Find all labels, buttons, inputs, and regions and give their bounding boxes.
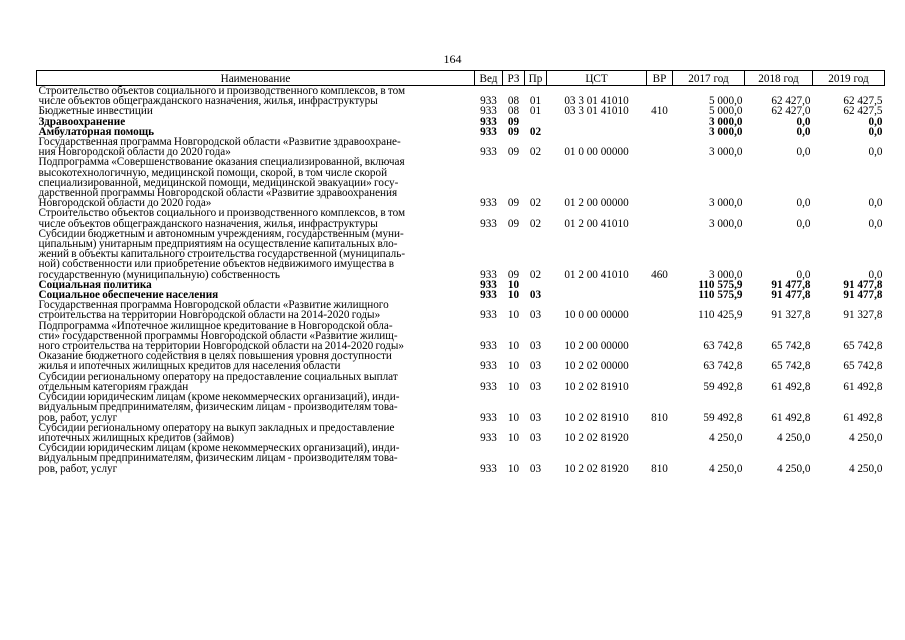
row-rz: 09 <box>507 217 520 230</box>
row-name <box>37 372 475 392</box>
row-name-line: Субсидии региональному оператору на предоставление социальных выплат <box>38 370 398 383</box>
row-name-line: числе объектов общегражданского назначения, жилья, инфраструктуры <box>38 217 378 230</box>
table-row <box>37 392 885 423</box>
row-2017: 5 000,0 <box>708 105 743 118</box>
row-name-line: Здравоохранение <box>38 115 126 128</box>
row-name <box>37 86 475 107</box>
table-row <box>37 423 885 443</box>
row-vr <box>647 86 673 107</box>
row-name-line: ров, работ, услуг <box>38 411 118 424</box>
header-cst: ЦСТ <box>547 71 647 86</box>
row-2018: 91 477,8 <box>771 278 811 291</box>
row-2017: 3 000,0 <box>708 115 743 128</box>
row-2019: 0,0 <box>868 268 883 281</box>
row-2017: 59 492,8 <box>703 380 743 393</box>
header-rz: РЗ <box>503 71 525 86</box>
row-vr <box>647 117 673 127</box>
row-name-line: ров, работ, услуг <box>38 462 118 475</box>
row-name-line: жилья и ипотечных жилищных кредитов для населения области <box>38 360 341 373</box>
header-2017: 2017 год <box>673 71 745 86</box>
row-ved: 933 <box>480 95 497 108</box>
row-2017: 5 000,0 <box>708 95 743 108</box>
row-cst <box>547 290 647 300</box>
row-2019: 91 477,8 <box>843 278 883 291</box>
row-pr: 02 <box>529 268 542 281</box>
row-2018: 0,0 <box>796 146 811 159</box>
row-2018: 61 492,8 <box>771 411 811 424</box>
row-2019: 61 492,8 <box>843 380 883 393</box>
row-2017: 3 000,0 <box>708 268 743 281</box>
row-ved: 933 <box>480 197 497 210</box>
row-rz: 10 <box>507 360 520 373</box>
row-2017: 110 425,9 <box>698 309 743 322</box>
row-2018: 91 327,8 <box>771 309 811 322</box>
row-2017: 3 000,0 <box>708 197 743 210</box>
row-vr <box>647 208 673 228</box>
row-rz: 10 <box>507 411 520 424</box>
row-pr: 02 <box>529 146 542 159</box>
row-pr: 03 <box>529 431 542 444</box>
row-name-line: Социальная политика <box>38 278 152 291</box>
row-pr: 02 <box>529 125 542 138</box>
row-pr: 02 <box>529 197 542 210</box>
row-2019: 91 477,8 <box>843 289 883 302</box>
row-name-line: Субсидии юридическим лицам (кроме некоммерческих организаций), инди- <box>38 391 400 404</box>
table-row <box>37 137 885 157</box>
row-ved: 933 <box>480 268 497 281</box>
row-name-line: Оказание бюджетного содействия в целях повышения уровня доступности <box>38 350 392 363</box>
row-name <box>37 229 475 280</box>
row-name-line: видуальным предпринимателям, физическим лицам - производителям това- <box>38 401 398 414</box>
row-2018: 0,0 <box>796 115 811 128</box>
row-rz: 09 <box>507 115 520 128</box>
row-vr <box>647 351 673 371</box>
row-2019: 65 742,8 <box>843 360 883 373</box>
table-row <box>37 372 885 392</box>
table-row <box>37 117 885 127</box>
row-vr <box>647 280 673 290</box>
row-rz: 09 <box>507 268 520 281</box>
row-2017: 3 000,0 <box>708 146 743 159</box>
row-name-line: специализированной, медицинской помощи, медицинской эвакуации» госу- <box>38 176 399 189</box>
row-2018: 0,0 <box>796 197 811 210</box>
row-cst: 01 0 00 00000 <box>564 146 629 159</box>
row-2018: 4 250,0 <box>776 462 811 475</box>
row-name-line: Подпрограмма «Совершенствование оказания специализированной, включая <box>38 156 405 169</box>
row-2017: 110 575,9 <box>698 289 743 302</box>
row-rz: 08 <box>507 105 520 118</box>
row-cst: 03 3 01 41010 <box>564 95 629 108</box>
row-2019: 0,0 <box>868 146 883 159</box>
row-rz: 10 <box>507 289 520 302</box>
row-name <box>37 208 475 228</box>
row-pr: 03 <box>529 411 542 424</box>
row-ved: 933 <box>480 380 497 393</box>
row-2019: 0,0 <box>868 197 883 210</box>
row-cst: 03 3 01 41010 <box>564 105 629 118</box>
row-ved: 933 <box>480 309 497 322</box>
row-vr: 460 <box>651 268 668 281</box>
table-header-row <box>37 71 885 86</box>
row-vr <box>647 300 673 320</box>
row-ved: 933 <box>480 105 497 118</box>
header-name: Наименование <box>37 71 475 86</box>
row-cst: 10 2 02 81920 <box>564 462 629 475</box>
row-rz: 10 <box>507 278 520 291</box>
row-2017: 110 575,9 <box>698 278 743 291</box>
row-vr <box>647 372 673 392</box>
row-name-line: Субсидии бюджетным и автономным учреждениям, государственным (муни- <box>38 227 404 240</box>
row-name-line: Подпрограмма «Ипотечное жилищное кредитование в Новгородской обла- <box>38 319 393 332</box>
row-name-line: Социальное обеспечение населения <box>38 289 219 302</box>
row-name-line: Государственная программа Новгородской области «Развитие жилищного <box>38 299 389 312</box>
row-rz: 10 <box>507 309 520 322</box>
row-pr: 03 <box>529 380 542 393</box>
row-cst: 01 2 00 41010 <box>564 268 629 281</box>
row-name-line: государственную (муниципальную) собственность <box>38 268 281 281</box>
table-row <box>37 157 885 208</box>
row-ved: 933 <box>480 289 497 302</box>
row-name <box>37 321 475 352</box>
row-2017: 3 000,0 <box>708 217 743 230</box>
row-ved: 933 <box>480 146 497 159</box>
header-pr: Пр <box>525 71 547 86</box>
row-name <box>37 300 475 320</box>
row-vr <box>647 127 673 137</box>
row-2017: 4 250,0 <box>708 431 743 444</box>
row-name-line: числе объектов общегражданского назначения, жилья, инфраструктуры <box>38 95 378 108</box>
row-vr <box>647 290 673 300</box>
row-2019: 0,0 <box>868 115 883 128</box>
budget-table <box>36 70 885 474</box>
row-name-line: Государственная программа Новгородской области «Развитие здравоохране- <box>38 136 401 149</box>
row-2017: 63 742,8 <box>703 360 743 373</box>
row-rz: 10 <box>507 340 520 353</box>
row-2018: 61 492,8 <box>771 380 811 393</box>
row-rz: 10 <box>507 380 520 393</box>
row-ved: 933 <box>480 125 497 138</box>
row-vr: 810 <box>651 411 668 424</box>
page-number: 164 <box>443 52 462 66</box>
row-ved: 933 <box>480 115 497 128</box>
row-vr <box>647 423 673 443</box>
row-ved: 933 <box>480 462 497 475</box>
table-row <box>37 208 885 228</box>
row-rz: 08 <box>507 95 520 108</box>
row-rz: 09 <box>507 197 520 210</box>
row-name-line: ного строительства на территории Новгородской области на 2014-2020 годы» <box>38 340 404 353</box>
header-2019: 2019 год <box>813 71 885 86</box>
row-name-line: Строительство объектов социального и производственного комплексов, в том <box>38 207 406 220</box>
row-name-line: сти» государственной программы Новгородской области «Развитие жилищ- <box>38 329 398 342</box>
row-name-line: ципальным) унитарным предприятиям на осуществление капитальных вло- <box>38 238 398 251</box>
row-2018: 91 477,8 <box>771 289 811 302</box>
row-name-line: ния Новгородской области до 2020 года» <box>38 146 231 159</box>
row-rz: 09 <box>507 146 520 159</box>
row-ved: 933 <box>480 340 497 353</box>
row-cst: 10 2 02 81910 <box>564 380 629 393</box>
table-row <box>37 86 885 107</box>
table-row <box>37 106 885 116</box>
row-name-line: Субсидии юридическим лицам (кроме некоммерческих организаций), инди- <box>38 442 400 455</box>
row-2018: 4 250,0 <box>776 431 811 444</box>
row-cst: 01 2 00 41010 <box>564 217 629 230</box>
row-name-line: жений в объекты капитального строительства государственной (муниципаль- <box>38 248 406 261</box>
row-2017: 63 742,8 <box>703 340 743 353</box>
row-name-line: Новгородской области до 2020 года» <box>38 197 212 210</box>
row-pr: 01 <box>529 95 542 108</box>
row-2019: 0,0 <box>868 217 883 230</box>
row-name <box>37 137 475 157</box>
row-ved: 933 <box>480 411 497 424</box>
row-pr: 03 <box>529 309 542 322</box>
row-2018: 0,0 <box>796 217 811 230</box>
row-name <box>37 423 475 443</box>
table-row <box>37 229 885 280</box>
row-rz: 10 <box>507 431 520 444</box>
row-2018: 65 742,8 <box>771 360 811 373</box>
table-row <box>37 300 885 320</box>
row-name <box>37 157 475 208</box>
row-cst: 10 2 02 81910 <box>564 411 629 424</box>
row-name <box>37 392 475 423</box>
row-pr: 03 <box>529 360 542 373</box>
row-name-line: дарственной программы Новгородской области «Развитие здравоохранения <box>38 187 398 200</box>
row-name-line: ипотечных жилищных кредитов (займов) <box>38 431 235 444</box>
row-vr: 810 <box>651 462 668 475</box>
row-2019: 62 427,5 <box>843 105 883 118</box>
table-row <box>37 351 885 371</box>
row-vr <box>647 157 673 208</box>
row-name-line: видуальным предпринимателям, физическим лицам - производителям това- <box>38 452 398 465</box>
row-name-line: Субсидии региональному оператору на выкуп закладных и предоставление <box>38 421 395 434</box>
row-cst <box>547 127 647 137</box>
row-ved: 933 <box>480 431 497 444</box>
row-2017: 3 000,0 <box>708 125 743 138</box>
row-2019: 65 742,8 <box>843 340 883 353</box>
row-2019: 91 327,8 <box>843 309 883 322</box>
row-name-line: Бюджетные инвестиции <box>38 105 153 118</box>
row-2019: 62 427,5 <box>843 95 883 108</box>
row-pr: 03 <box>529 340 542 353</box>
row-vr <box>647 321 673 352</box>
row-2018: 0,0 <box>796 125 811 138</box>
row-name <box>37 443 475 474</box>
row-pr: 01 <box>529 105 542 118</box>
table-row <box>37 321 885 352</box>
row-cst <box>547 117 647 127</box>
row-rz: 09 <box>507 125 520 138</box>
row-name-line: Амбулаторная помощь <box>38 125 155 138</box>
row-pr: 03 <box>529 289 542 302</box>
row-2018: 65 742,8 <box>771 340 811 353</box>
row-name-line: ной) собственности или приобретение объектов недвижимого имущества в <box>38 258 395 271</box>
row-ved: 933 <box>480 217 497 230</box>
header-ved: Вед <box>475 71 503 86</box>
table-row <box>37 443 885 474</box>
row-ved: 933 <box>480 360 497 373</box>
header-2018: 2018 год <box>745 71 813 86</box>
row-2017: 4 250,0 <box>708 462 743 475</box>
row-cst: 10 2 02 81920 <box>564 431 629 444</box>
table-body <box>37 86 885 474</box>
row-name-line: отдельным категориям граждан <box>38 380 189 393</box>
row-name-line: высокотехнологичную, медицинской помощи, скорой, в том числе скорой <box>38 166 388 179</box>
row-rz: 10 <box>507 462 520 475</box>
row-name-line: Строительство объектов социального и производственного комплексов, в том <box>38 85 406 97</box>
row-2018: 62 427,0 <box>771 95 811 108</box>
row-cst: 01 2 00 00000 <box>564 197 629 210</box>
row-cst: 10 2 02 00000 <box>564 360 629 373</box>
row-vr <box>647 137 673 157</box>
row-2019: 0,0 <box>868 125 883 138</box>
row-pr: 03 <box>529 462 542 475</box>
row-ved: 933 <box>480 278 497 291</box>
row-2019: 61 492,8 <box>843 411 883 424</box>
row-2018: 62 427,0 <box>771 105 811 118</box>
row-2019: 4 250,0 <box>848 431 883 444</box>
row-2017: 59 492,8 <box>703 411 743 424</box>
row-cst <box>547 280 647 290</box>
row-name <box>37 351 475 371</box>
header-vr: ВР <box>647 71 673 86</box>
row-pr: 02 <box>529 217 542 230</box>
row-vr: 410 <box>651 105 668 118</box>
row-2019: 4 250,0 <box>848 462 883 475</box>
row-name-line: строительства на территории Новгородской области на 2014-2020 годы» <box>38 309 381 322</box>
row-2018: 0,0 <box>796 268 811 281</box>
row-cst: 10 2 00 00000 <box>564 340 629 353</box>
row-cst: 10 0 00 00000 <box>564 309 629 322</box>
